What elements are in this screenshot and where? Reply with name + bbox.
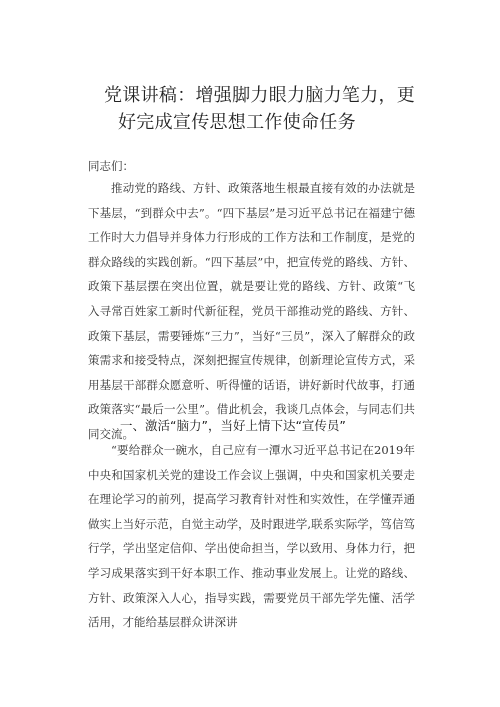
title-line-1: 党课讲稿：增强脚力眼力脑力笔力，更: [104, 85, 416, 106]
title-line-2: 好完成宣传思想工作使命任务: [118, 112, 356, 133]
paragraph-intro: 推动党的路线、方针、政策落地生根最直接有效的办法就是下基层，“到群众中去”。“四下基层”是习近平总书记在福建宁德工作时大力倡导并身体力行形成的工作方法和工作制度，是党的群众路线的实践创新。“四下基层”中，把宣传党的路线、方针、政策下基层摆在突出位置，就是要让党的路线、方针、政策“飞入寻常百姓家工新时代新征程，党员干部推动党的路线、方针、政策下基层，需要锤炼“三力”，当好“三员”，深入了解群众的政策需求和接受特点，深刻把握宣传规律，创新理论宣传方式，采用基层干部群众愿意听、听得懂的话语，讲好新时代故事，打通政策落实“最后一公里”。借此机会，我谈几点体会，与同志们共同交流。: [88, 181, 415, 441]
section-1-body: [88, 438, 415, 635]
intro-section: [88, 176, 415, 447]
salutation: 同志们：: [88, 159, 134, 173]
section-heading-1: 一、激活“脑力”，当好上情下达“宣传员”: [120, 418, 346, 433]
document-title: [104, 82, 434, 136]
paragraph-section-1: “要给群众一碗水，自己应有一潭水习近平总书记在2019年中央和国家机关党的建设工作会议上强调，中央和国家机关要走在理论学习的前列，提高学习教育针对性和实效性，在学懂弄通做实上当好示范，自觉主动学，及时跟进学,联系实际学，笃信笃行学，学出坚定信仰、学出使命担当，学以致用、身体力行，把学习成果落实到干好本职工作、推动事业发展上。让党的路线、方针、政策深入人心，指导实践，需要党员干部先学先懂、活学活用，才能给基层群众讲深讲: [88, 443, 415, 630]
